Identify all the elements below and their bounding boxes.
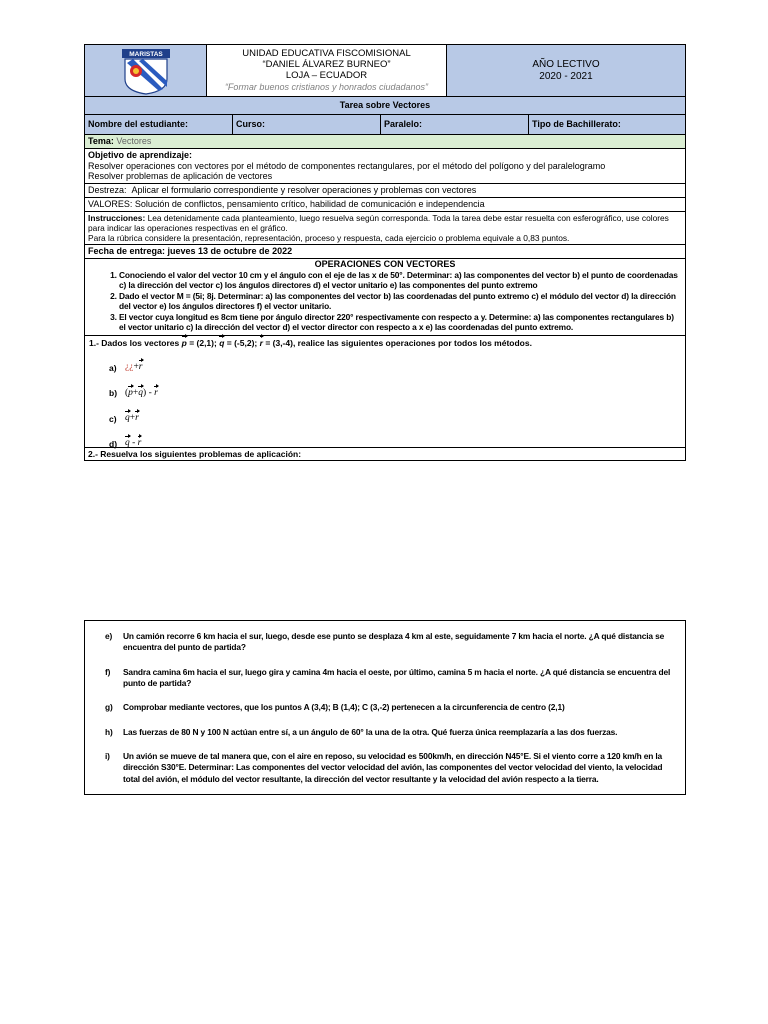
shield-icon [119, 47, 173, 95]
exercise-1d: d) q - r [109, 438, 142, 450]
objective-row [85, 149, 685, 184]
school-logo [85, 45, 207, 96]
due-date: Fecha de entrega: jueves 13 de octubre de 2022 [85, 245, 685, 259]
task-title: Tarea sobre Vectores [85, 97, 685, 115]
values-label: VALORES: [88, 198, 133, 209]
values-value: Solución de conflictos, pensamiento crítico, habilidad de comunicación e independencia [134, 198, 485, 209]
objective-line-1: Resolver operaciones con vectores por el método de componentes rectangulares, por el método del polígono y del paralelogramo [88, 160, 606, 171]
skill-row [85, 184, 685, 198]
instructions-row [85, 212, 685, 245]
topic-value: Vectores [116, 136, 152, 146]
problem-item: e) Un camión recorre 6 km hacia el sur, luego, desde ese punto se desplaza 4 km al este, seguidamente 7 km hacia el norte. ¿A qué distancia se encuentra del punto de partida? [105, 631, 665, 653]
operations-title: OPERACIONES CON VECTORES [314, 258, 456, 269]
operations-list [85, 270, 685, 335]
objective-line-2: Resolver problemas de aplicación de vectores [88, 171, 273, 182]
problem-item: f) Sandra camina 6m hacia el sur, luego gira y camina 4m hacia el oeste, por último, camina 5 m hacia el norte. ¿A qué distancia se encuentra del punto de partida? [105, 666, 671, 689]
exercise-1c: c) q + r [109, 413, 139, 424]
exercise-1a: a) ¿¿ + r [109, 362, 143, 373]
worksheet [84, 44, 686, 461]
school-name: UNIDAD EDUCATIVA FISCOMISIONAL [242, 47, 411, 59]
header-row [85, 45, 685, 97]
student-fields [85, 115, 685, 135]
school-motto: “Formar buenos cristianos y honrados ciudadanos” [224, 81, 429, 92]
instructions-line-2: Para la rúbrica considere la presentación, representación, proceso y respuesta, cada ejercicio o problema equivale a 0,83 puntos. [88, 232, 570, 243]
student-name-field[interactable]: Nombre del estudiante: [85, 115, 233, 134]
bachillerato-field[interactable]: Tipo de Bachillerato: [532, 119, 621, 130]
vector-q: q [219, 338, 225, 349]
logo-text: MARISTAS [128, 50, 163, 58]
problem-item: h) Las fuerzas de 80 N y 100 N actúan entre sí, a un ángulo de 60° la una de la otra. Qué fuerza única reemplazaría a las dos fuerzas. [105, 726, 618, 737]
exercise-2-title: 2.- Resuelva los siguientes problemas de aplicación: [88, 449, 302, 460]
school-patron: “DANIEL ÁLVAREZ BURNEO” [262, 58, 391, 70]
skill-label: Destreza: [88, 185, 127, 196]
operations-section [85, 259, 685, 336]
school-year [447, 45, 685, 96]
skill-value: Aplicar el formulario correspondiente y resolver operaciones y problemas con vectores [131, 185, 477, 196]
problem-item: i) Un avión se mueve de tal manera que, con el aire en reposo, su velocidad es 500km/h, en dirección N45°E. Si el viento corre a 120 km/h en la dirección S30°E. Determinar: Las componentes del vector velocidad del avión, las componentes del vector velocidad del viento, la velocidad total del avión, el módulo del vector resultante, la dirección del vector resultante y la velocidad del avión respecto a la tierra. [105, 751, 663, 784]
year-label: AÑO LECTIVO [532, 58, 600, 70]
year-value: 2020 - 2021 [539, 70, 593, 82]
exercise-1b: b) ( p + q ) - r [109, 387, 158, 399]
problem-item: g) Comprobar mediante vectores, que los puntos A (3,4); B (1,4); C (3,-2) pertenecen a la circunferencia de centro (2,1) [105, 702, 565, 713]
vector-p: p [181, 338, 187, 349]
course-field[interactable]: Curso: [233, 115, 381, 134]
operation-item: 3. El vector cuya longitud es 8cm tiene por ángulo director 220° respectivamente con respecto a y. Determine: a) las componentes rectangulares b) el vector unitario c) la dirección del vector d) el vector director con respecto a x e) las coordenadas del punto extremo. [119, 312, 682, 332]
parallel-field[interactable]: Paralelo: [381, 115, 529, 134]
operation-item: 2. Dado el vector M = (5i; 8j. Determinar: a) las componentes del vector b) las coordenadas del punto extremo c) el módulo del vector d) la dirección del vector e) los ángulos directores f) el vector unitario. [119, 291, 682, 311]
instructions-line-1: Lea detenidamente cada planteamiento, luego resuelva según corresponda. Toda la tarea debe estar resuelta con esferográfico, use colores para indicar las operaciones respectivas en el gráfico. [88, 212, 669, 233]
topic-label: Tema: [88, 136, 114, 146]
topic-row [85, 135, 685, 149]
exercise-1 [85, 336, 685, 448]
exercise-1-statement: 1.- Dados los vectores p = (2,1); q = (-5,2); r = (3,-4), realice las siguientes operaciones por todos los métodos. [89, 338, 532, 349]
vector-r: r [259, 338, 263, 349]
school-city: LOJA – ECUADOR [285, 69, 368, 81]
operation-item: 1. Conociendo el valor del vector 10 cm y el ángulo con el eje de las x de 50°. Determinar: a) las componentes del vector b) el punto de coordenadas c) la dirección del vector c) los ángulos directores d) el vector unitario e) las componentes del punto extremo [119, 270, 682, 290]
instructions-label: Instrucciones: [88, 212, 146, 223]
problems-box [84, 620, 686, 795]
school-title [207, 45, 447, 96]
objective-label: Objetivo de aprendizaje: [88, 149, 193, 160]
values-row [85, 198, 685, 212]
